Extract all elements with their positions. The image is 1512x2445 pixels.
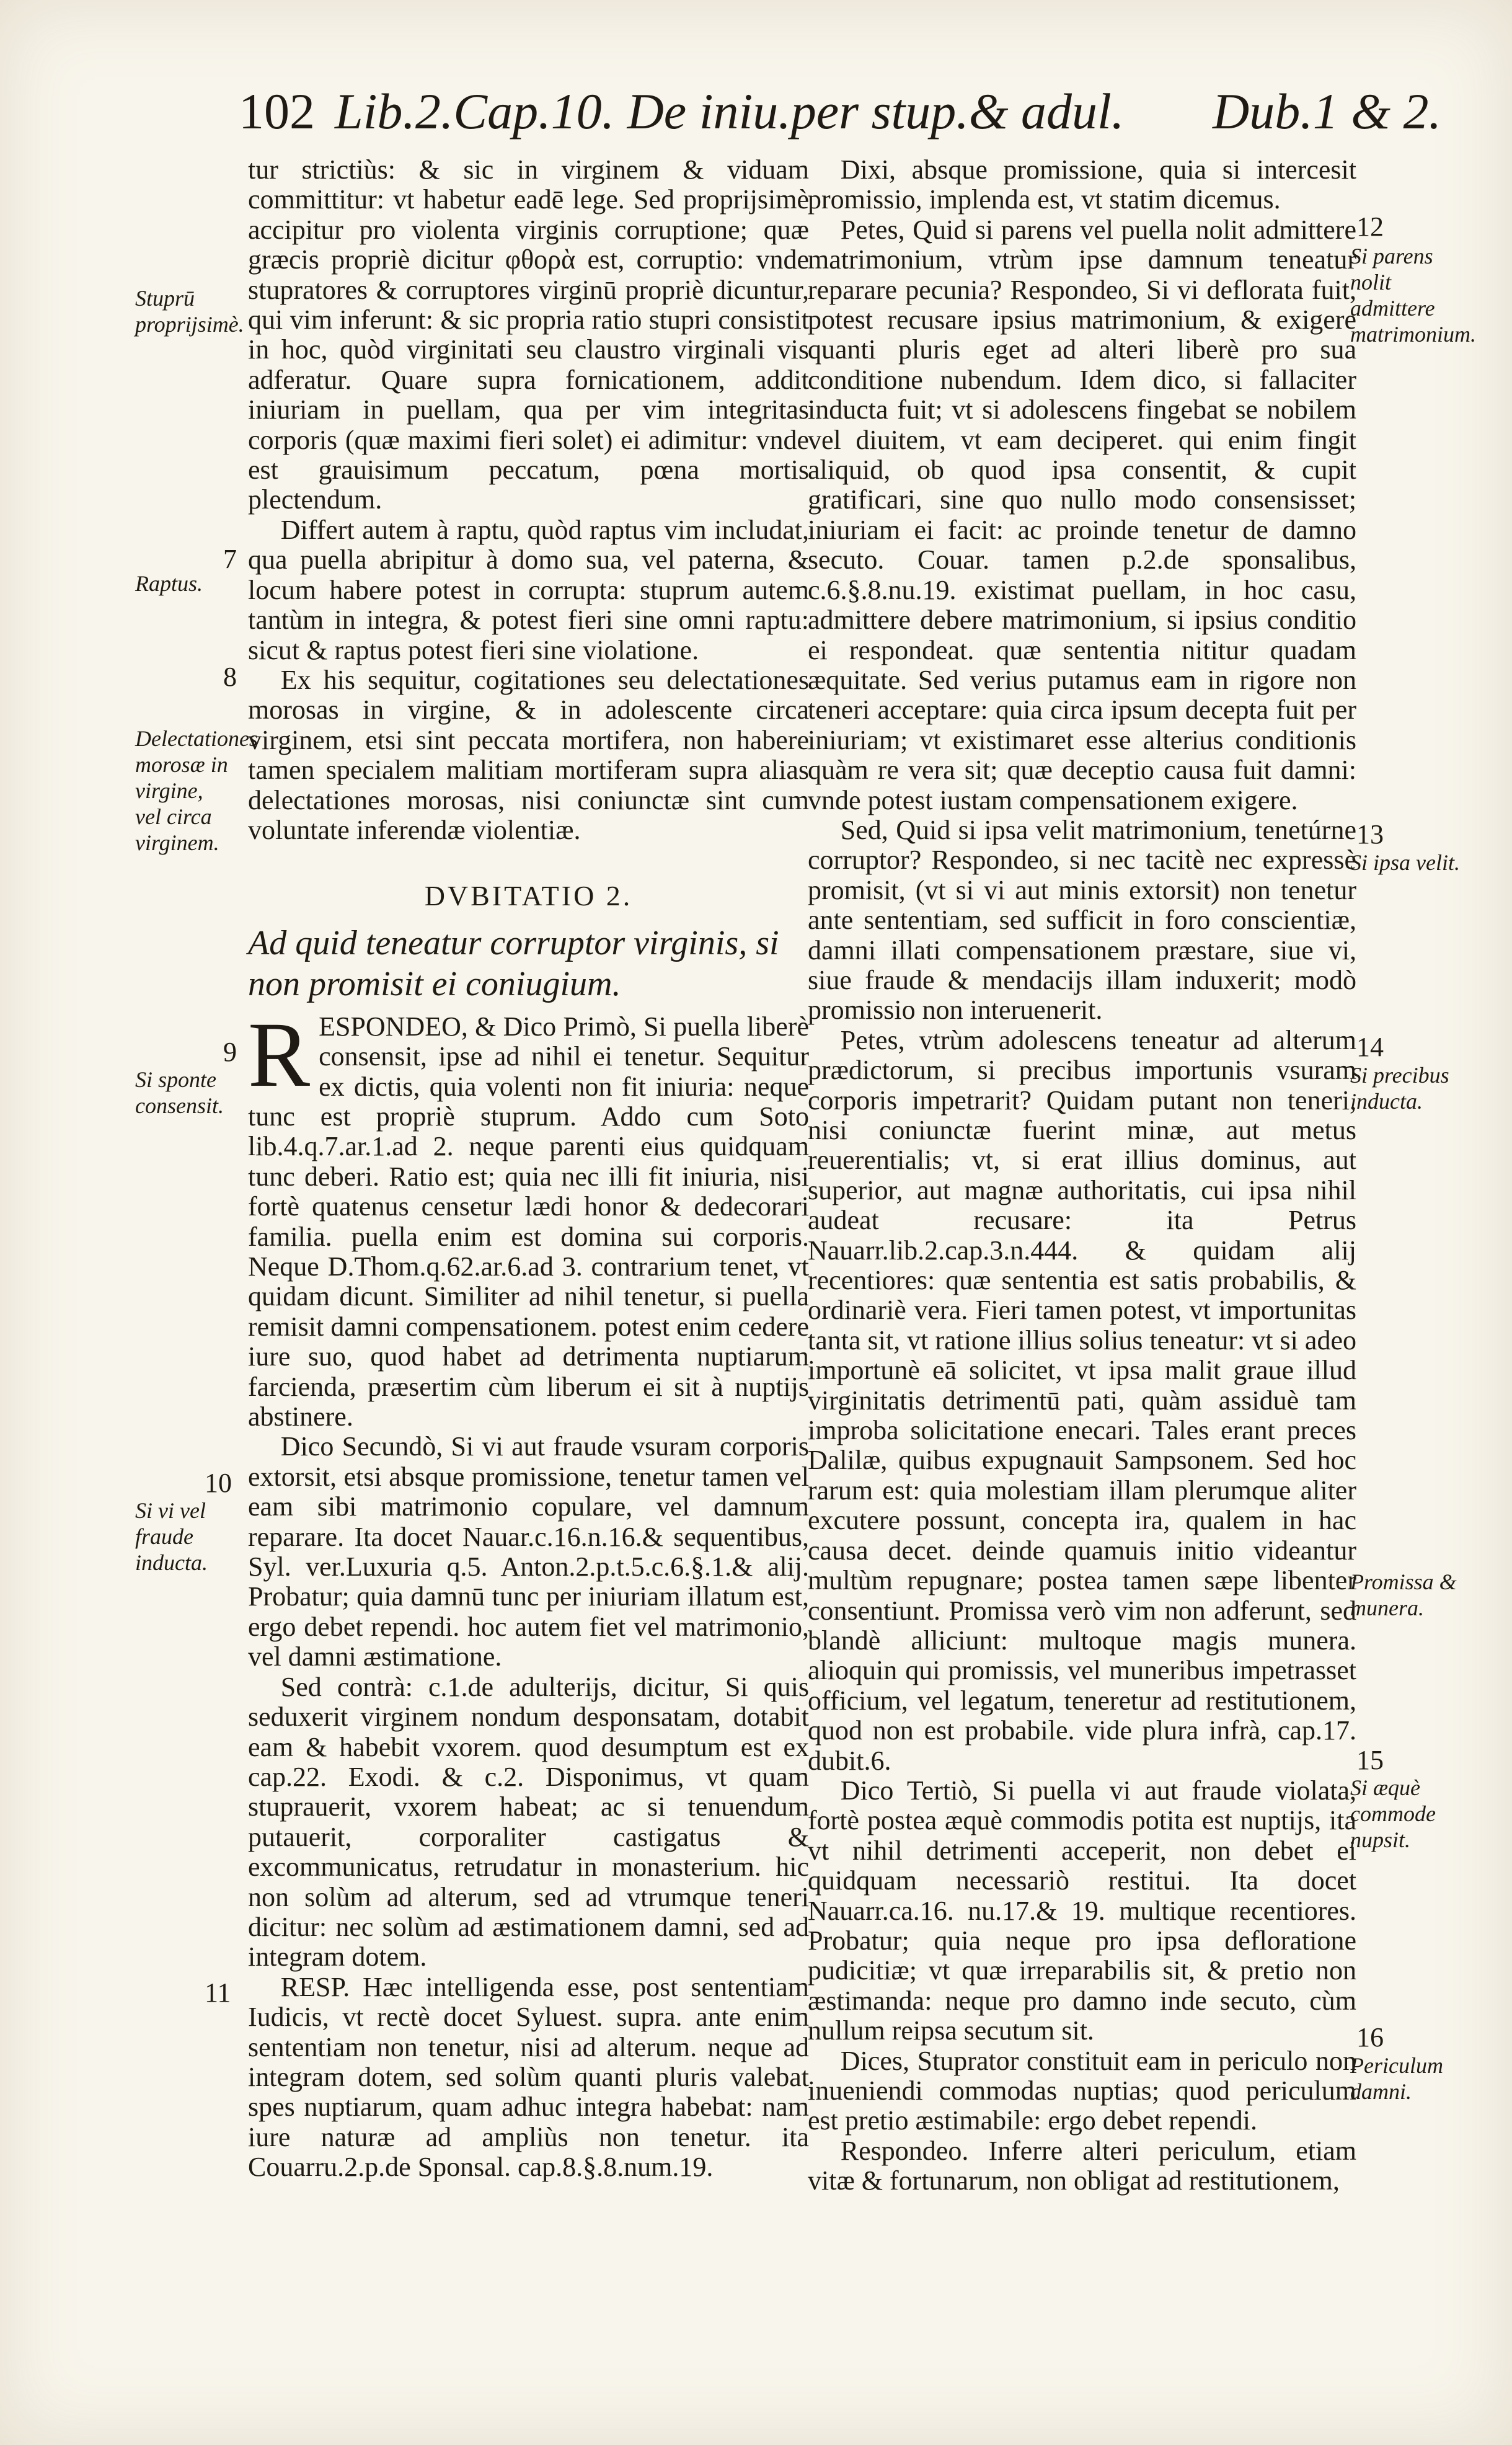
margin-note: Stuprū proprijsimè. (135, 286, 244, 337)
left-text-column (248, 155, 809, 2183)
paragraph: tur strictiùs: & sic in virginem & viduam committitur: vt habetur eadē lege. Sed proprijsimè accipitur pro violenta virginis corruptione; quæ græcis propriè dicitur φθορὰ est, corruptio: vnde stupratores & corruptores virginū propriè dicuntur, qui vim inferunt: & sic propria ratio stupri consistit in hoc, quòd virginitati seu claustro virginali vis adferatur. Quare supra fornicationem, addit iniuriam in puellam, qua per vim integritas corporis (quæ maximi fieri solet) ei adimitur: vnde est grauisimum peccatum, pœna mortis plectendum. (248, 154, 809, 515)
paragraph: Dixi, absque promissione, quia si intercesit promissio, implenda est, vt statim dicemus. (808, 154, 1356, 215)
margin-number: 7 (223, 544, 237, 574)
margin-number: 10 (205, 1468, 232, 1498)
right-text-column (808, 155, 1356, 2196)
paragraph: Dico Secundò, Si vi aut fraude vsuram corporis extorsit, etsi absque promissione, tenetur tamen vel eam sibi matrimonio copulare, vel damnum reparare. Ita docet Nauar.c.16.n.16.& sequentibus, Syl. ver.Luxuria q.5. Anton.2.p.t.5.c.6.§.1.& alij. Probatur; quia damnū tunc per iniuriam illatum est, ergo debet rependi. hoc autem fiet vel matrimonio, vel damni æstimatione. (248, 1431, 809, 1672)
running-header (239, 78, 1441, 146)
dubitatio-title: Ad quid teneatur corruptor virginis, si non promisit ei coniugium. (248, 923, 779, 1003)
margin-note: Promissa & munera. (1350, 1569, 1457, 1620)
paragraph-text: ESPONDEO, & Dico Primò, Si puella liberè consensit, ipse ad nihil ei tenetur. Sequitur ex dictis, quia volenti non fit iniuria: neque tunc est propriè stuprum. Addo cum Soto lib.4.q.7.ar.1.ad 2. neque parenti eius quidquam tunc deberi. Ratio est; quia nec illi fit iniuria, nisi fortè quatenus censetur lædi honor & dedecorari familia. puella enim est domina sui corporis. Neque D.Thom.q.62.ar.6.ad 3. contrarium tenet, vt quidam dicunt. Similiter ad nihil tenetur, si puella remisit damni compensationem. potest enim cedere iure suo, quod habet ad detrimenta nuptiarum farcienda, præsertim cùm liberum ei sit à nuptijs abstinere. (248, 1011, 809, 1432)
margin-note: Si precibus inducta. (1350, 1063, 1449, 1114)
margin-note: Si æquè commode nupsit. (1350, 1775, 1436, 1852)
paragraph: Respondeo. Inferre alteri periculum, etiam vitæ & fortunarum, non obligat ad restitutionem, (808, 2135, 1356, 2196)
paragraph: Ex his sequitur, cogitationes seu delectationes morosas in virgine, & in adolescente circa virginem, etsi sint peccata mortifera, non habere tamen specialem malitiam mortiferam supra alias delectationes morosas, nisi coniunctæ sint cum voluntate inferendæ violentiæ. (248, 664, 809, 845)
margin-note: Delectationes morosæ in virgine, vel circa virginem. (135, 726, 258, 855)
paragraph: Sed contrà: c.1.de adulterijs, dicitur, Si quis seduxerit virginem nondum desponsatam, dotabit eam & habebit vxorem. quod desumptum est ex cap.22. Exodi. & c.2. Disponimus, vt quam stuprauerit, vxorem habeat; ac si tenuendum putauerit, corporaliter castigatus & excommunicatus, retrudatur in monasterium. hic non solùm ad alterum, sed ad vtrumque teneri dicitur: nec solùm ad æstimationem damni, sed ad integram dotem. (248, 1671, 809, 1972)
paragraph: Sed, Quid si ipsa velit matrimonium, tenetúrne corruptor? Respondeo, si nec tacitè nec expressè promisit, (vt si vi aut minis extorsit) non tenetur ante sententiam, sed sufficit in foro conscientiæ, damni illati compensationem præstare, siue vi, siue fraude & mendacijs illam induxerit; modò promissio non interuenerit. (808, 814, 1356, 1026)
paragraph: Petes, vtrùm adolescens teneatur ad alterum prædictorum, si precibus importunis vsuram corporis impetrarit? Quidam putant non teneri, nisi coniunctæ fuerint minæ, aut metus reuerentialis; vt, si erat illius dominus, aut superior, aut magnæ authoritatis, cui ipsa nihil audeat recusare: ita Petrus Nauarr.lib.2.cap.3.n.444. & quidam alij recentiores: quæ sententia est satis probabilis, & ordinariè vera. Fieri tamen potest, vt importunitas tanta sit, vt ratione illius solius teneatur: vt si adeo importunè eā solicitet, vt ipsa malit graue illud virginitatis detrimentū pati, quàm assiduè tam improba solicitatione enecari. Tales erant preces Dalilæ, quibus expugnauit Sampsonem. Sed hoc rarum est: quia molestiam illam plerumque aliter excutere possunt, concepta ira, qualem in hac causa decet. deinde quamuis initio videantur multùm repugnare; postea tamen sæpe libenter consentiunt. Promissa verò vim non adferunt, sed blandè alliciunt: multoque magis munera. alioquin qui promissis, vel muneribus impetrasset officium, vel legatum, teneretur ad restitutionem, quod non est probabile. vide plura infrà, cap.17. dubit.6. (808, 1024, 1356, 1776)
paragraph: Dico Tertiò, Si puella vi aut fraude violata, fortè postea æquè commodis potita est nuptijs, ita vt nihil detrimenti acceperit, non debet ei quidquam necessariò restitui. Ita docet Nauarr.ca.16. nu.17.& 19. multique recentiores. Probatur; quia neque pro ipsa defloratione pudicitiæ; vt quæ irreparabilis sit, & pretio non æstimanda: neque pro damno inde secuto, cùm nullum reipsa secutum sit. (808, 1775, 1356, 2046)
paragraph: Dices, Stuprator constituit eam in periculo non inueniendi commodas nuptias; quod periculum est pretio æstimabile: ergo debet rependi. (808, 2045, 1356, 2136)
paragraph (248, 1003, 809, 1432)
margin-number: 9 (223, 1037, 237, 1067)
margin-note: Si parens nolit admittere matrimonium. (1350, 244, 1477, 347)
margin-number: 11 (205, 1977, 231, 2008)
margin-number: 13 (1356, 819, 1384, 850)
dubitatio-heading: DVBITATIO 2. (424, 880, 633, 912)
drop-cap: R (248, 1003, 311, 1106)
margin-number: 16 (1356, 2022, 1384, 2052)
margin-note: Si vi vel fraude inducta. (135, 1498, 208, 1575)
margin-number: 8 (223, 662, 237, 692)
margin-note: Periculum damni. (1350, 2053, 1443, 2104)
margin-number: 14 (1356, 1032, 1384, 1062)
paragraph: Petes, Quid si parens vel puella nolit admittere matrimonium, vtrùm ipse damnum teneatur reparare pecunia? Respondeo, Si vi deflorata fuit, potest recusare ipsius matrimonium, & exigere quanti pluris eget ad alteri liberè pro sua conditione nubendum. Idem dico, si fallaciter inducta fuit; vt si adolescens fingebat se nobilem vel diuitem, vt eam deciperet. qui enim fingit aliquid, ob quod ipsa consentit, & cupit gratificari, sine quo nullo modo consensisset; iniuriam ei facit: ac proinde tenetur de damno secuto. Couar. tamen p.2.de sponsalibus, c.6.§.8.nu.19. existimat puellam, in hoc casu, admittere debere matrimonium, si ipsius conditio ei respondeat. quæ sententia nititur quadam æquitate. Sed verius putamus eam in rigore non teneri acceptare: quia circa ipsum decepta fuit per iniuriam; vt existimaret esse alterius conditionis quàm re vera sit; quæ deceptio causa fuit damni: vnde potest iustam compensationem exigere. (808, 214, 1356, 815)
margin-note: Raptus. (135, 571, 203, 596)
header-dubitatio: Dub.1 & 2. (1213, 83, 1441, 140)
paragraph: Differt autem à raptu, quòd raptus vim includat, qua puella abripitur à domo sua, vel paterna, & locum habere potest in corrupta: stuprum autem tantùm in integra, & potest fieri sine omni raptu: sicut & raptus potest fieri sine violatione. (248, 514, 809, 665)
page-number: 102 (239, 83, 315, 140)
paragraph: RESP. Hæc intelligenda esse, post sententiam Iudicis, vt rectè docet Syluest. supra. ante enim sententiam non tenetur, nisi ad alterum. neque ad integram dotem, sed solùm quanti pluris valebat spes nuptiarum, quam adhuc integra habebat: nam iure naturæ ad ampliùs non tenetur. ita Couarru.2.p.de Sponsal. cap.8.§.8.num.19. (248, 1971, 809, 2183)
margin-number: 12 (1356, 211, 1384, 242)
margin-note: Si ipsa velit. (1350, 850, 1460, 875)
margin-note: Si sponte consensit. (135, 1067, 224, 1118)
header-title: Lib.2.Cap.10. De iniu.per stup.& adul. (335, 83, 1125, 140)
margin-number: 15 (1356, 1745, 1384, 1775)
